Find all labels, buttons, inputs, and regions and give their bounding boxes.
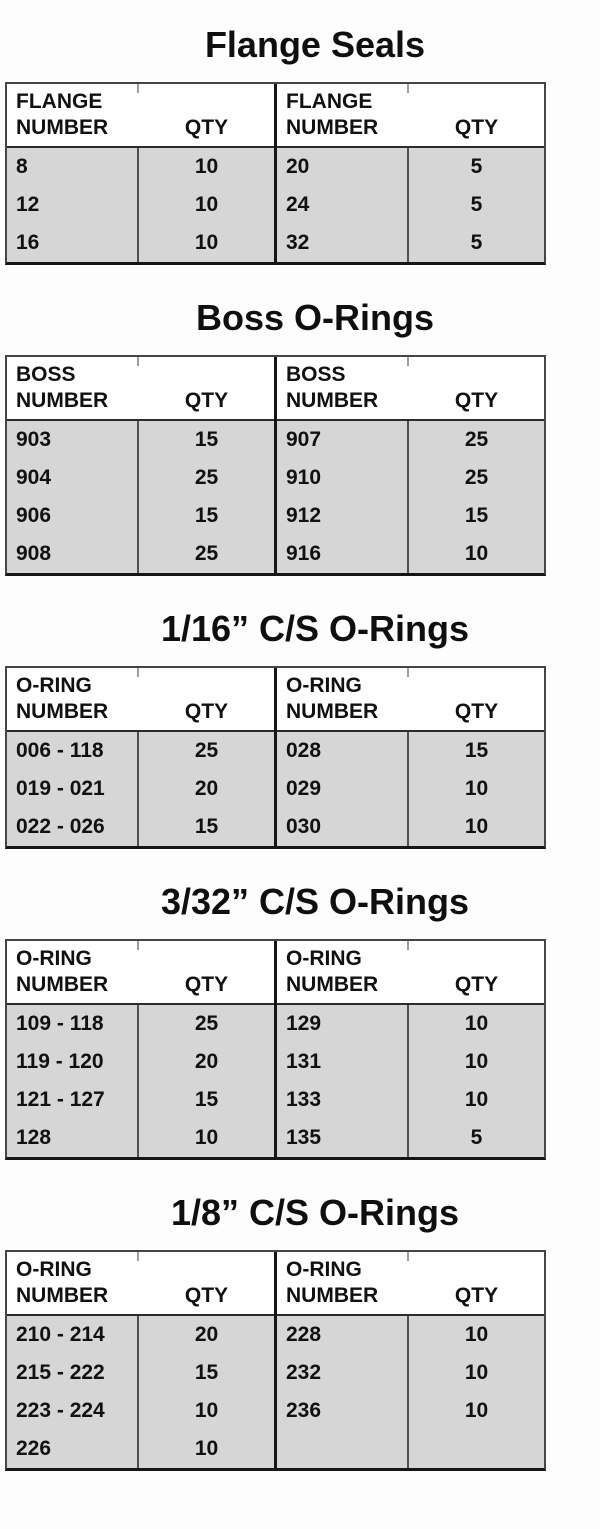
table-body (7, 148, 274, 262)
qty-cell: 15 (194, 1088, 219, 1111)
number-cell: 12 (7, 186, 139, 224)
table-row (7, 1081, 274, 1119)
table-body (277, 1005, 544, 1157)
header-qty-label: QTY (184, 389, 229, 412)
table-row (7, 1392, 274, 1430)
table-half-right (277, 357, 544, 573)
number-cell: 916 (277, 535, 409, 573)
table-row (7, 1430, 274, 1468)
qty-cell: 10 (464, 1361, 489, 1384)
qty-cell: 15 (464, 504, 489, 527)
number-cell: 121 - 127 (7, 1081, 139, 1119)
table-row (7, 1316, 274, 1354)
table-row (277, 1316, 544, 1354)
number-cell: 236 (277, 1392, 409, 1430)
header-number-label: BOSS NUMBER (286, 363, 379, 412)
qty-cell: 25 (194, 466, 219, 489)
qty-cell: 20 (194, 777, 219, 800)
header-qty-label: QTY (184, 700, 229, 723)
qty-cell: 10 (464, 777, 489, 800)
table-row (7, 421, 274, 459)
qty-cell (409, 1430, 544, 1468)
qty-cell: 10 (464, 1050, 489, 1073)
header-qty-label: QTY (454, 1284, 499, 1307)
table-row (277, 1081, 544, 1119)
table-body (277, 1316, 544, 1468)
number-cell: 109 - 118 (7, 1005, 139, 1043)
header-number-label: FLANGE NUMBER (286, 90, 379, 139)
table-half-right (277, 84, 544, 262)
section-flange-seals (0, 26, 600, 265)
table-body (277, 421, 544, 573)
cs-1-16-o-rings-table (5, 666, 546, 849)
number-cell: 903 (7, 421, 139, 459)
number-cell: 215 - 222 (7, 1354, 139, 1392)
qty-cell: 10 (194, 1437, 219, 1460)
header-qty-label: QTY (184, 1284, 229, 1307)
table-body (7, 421, 274, 573)
qty-cell: 5 (470, 155, 483, 178)
table-row (277, 186, 544, 224)
header-column-divider-stub (137, 1252, 139, 1261)
number-cell: 907 (277, 421, 409, 459)
table-header (277, 1252, 544, 1316)
table-row (7, 459, 274, 497)
table-row (7, 1043, 274, 1081)
number-cell: 32 (277, 224, 409, 262)
header-column-divider-stub (407, 84, 409, 93)
number-cell: 029 (277, 770, 409, 808)
table-row (7, 497, 274, 535)
header-number-label: O-RING NUMBER (286, 674, 379, 723)
table-header (7, 668, 274, 732)
table-row (7, 186, 274, 224)
table-header (277, 941, 544, 1005)
qty-cell: 5 (470, 1126, 483, 1149)
table-row (277, 1119, 544, 1157)
header-qty-label: QTY (184, 973, 229, 996)
table-header (277, 357, 544, 421)
qty-cell: 10 (194, 155, 219, 178)
header-number-label: FLANGE NUMBER (16, 90, 109, 139)
qty-cell: 5 (470, 193, 483, 216)
number-cell: 910 (277, 459, 409, 497)
header-column-divider-stub (407, 357, 409, 366)
table-title: 1/16” C/S O-Rings (160, 608, 470, 649)
qty-cell: 25 (194, 1012, 219, 1035)
header-column-divider-stub (137, 668, 139, 677)
qty-cell: 10 (194, 1126, 219, 1149)
table-row (7, 1354, 274, 1392)
number-cell: 226 (7, 1430, 139, 1468)
header-qty-label: QTY (184, 116, 229, 139)
table-half-left (7, 941, 277, 1157)
section-1-8-cs-o-rings (0, 1194, 600, 1471)
section-boss-o-rings (0, 299, 600, 576)
number-cell: 030 (277, 808, 409, 846)
qty-cell: 20 (194, 1323, 219, 1346)
qty-cell: 10 (464, 1399, 489, 1422)
qty-cell: 10 (464, 815, 489, 838)
number-cell: 232 (277, 1354, 409, 1392)
table-row (7, 224, 274, 262)
table-half-left (7, 668, 277, 846)
number-cell: 129 (277, 1005, 409, 1043)
table-half-left (7, 357, 277, 573)
header-number-label: O-RING NUMBER (286, 947, 379, 996)
table-row (277, 770, 544, 808)
qty-cell: 15 (194, 1361, 219, 1384)
number-cell: 022 - 026 (7, 808, 139, 846)
table-half-left (7, 1252, 277, 1468)
number-cell: 16 (7, 224, 139, 262)
table-row (277, 1043, 544, 1081)
number-cell: 028 (277, 732, 409, 770)
table-half-right (277, 1252, 544, 1468)
table-row (277, 808, 544, 846)
header-column-divider-stub (407, 1252, 409, 1261)
table-row (277, 1354, 544, 1392)
table-row (7, 148, 274, 186)
header-column-divider-stub (137, 357, 139, 366)
header-qty-label: QTY (454, 116, 499, 139)
table-row (277, 1392, 544, 1430)
table-row (7, 1005, 274, 1043)
number-cell: 8 (7, 148, 139, 186)
table-row (277, 148, 544, 186)
qty-cell: 10 (464, 1323, 489, 1346)
table-header (7, 1252, 274, 1316)
table-row (277, 1005, 544, 1043)
qty-cell: 10 (194, 1399, 219, 1422)
table-row (7, 732, 274, 770)
number-cell: 24 (277, 186, 409, 224)
qty-cell: 25 (194, 542, 219, 565)
table-row (7, 1119, 274, 1157)
table-body (7, 1316, 274, 1468)
section-3-32-cs-o-rings (0, 883, 600, 1160)
table-row (277, 421, 544, 459)
qty-cell: 25 (194, 739, 219, 762)
number-cell: 210 - 214 (7, 1316, 139, 1354)
header-qty-label: QTY (454, 973, 499, 996)
number-cell: 128 (7, 1119, 139, 1157)
table-title: 1/8” C/S O-Rings (170, 1192, 460, 1233)
table-half-right (277, 668, 544, 846)
table-row (7, 770, 274, 808)
number-cell: 20 (277, 148, 409, 186)
number-cell: 228 (277, 1316, 409, 1354)
qty-cell: 10 (464, 1088, 489, 1111)
header-column-divider-stub (137, 941, 139, 950)
table-body (7, 1005, 274, 1157)
qty-cell: 15 (194, 504, 219, 527)
table-half-right (277, 941, 544, 1157)
header-column-divider-stub (137, 84, 139, 93)
table-title: Boss O-Rings (195, 297, 435, 338)
number-cell: 119 - 120 (7, 1043, 139, 1081)
table-row (277, 224, 544, 262)
table-row (7, 535, 274, 573)
header-number-label: O-RING NUMBER (16, 1258, 109, 1307)
number-cell: 904 (7, 459, 139, 497)
header-qty-label: QTY (454, 700, 499, 723)
header-qty-label: QTY (454, 389, 499, 412)
table-row (277, 497, 544, 535)
table-header (277, 668, 544, 732)
cs-1-8-o-rings-table (5, 1250, 546, 1471)
table-title: 3/32” C/S O-Rings (160, 881, 470, 922)
qty-cell: 15 (464, 739, 489, 762)
table-header (7, 84, 274, 148)
table-header (7, 357, 274, 421)
header-number-label: O-RING NUMBER (16, 947, 109, 996)
qty-cell: 10 (464, 1012, 489, 1035)
header-column-divider-stub (407, 668, 409, 677)
table-header (277, 84, 544, 148)
number-cell: 006 - 118 (7, 732, 139, 770)
table-row (277, 732, 544, 770)
number-cell: 019 - 021 (7, 770, 139, 808)
header-number-label: BOSS NUMBER (16, 363, 109, 412)
header-number-label: O-RING NUMBER (286, 1258, 379, 1307)
qty-cell: 10 (464, 542, 489, 565)
qty-cell: 15 (194, 428, 219, 451)
table-row (277, 535, 544, 573)
qty-cell: 25 (464, 428, 489, 451)
table-title: Flange Seals (204, 24, 426, 65)
number-cell: 135 (277, 1119, 409, 1157)
qty-cell: 20 (194, 1050, 219, 1073)
number-cell: 133 (277, 1081, 409, 1119)
number-cell: 908 (7, 535, 139, 573)
header-number-label: O-RING NUMBER (16, 674, 109, 723)
table-half-left (7, 84, 277, 262)
number-cell (277, 1430, 409, 1468)
qty-cell: 25 (464, 466, 489, 489)
table-header (7, 941, 274, 1005)
cs-3-32-o-rings-table (5, 939, 546, 1160)
number-cell: 223 - 224 (7, 1392, 139, 1430)
table-body (277, 732, 544, 846)
header-column-divider-stub (407, 941, 409, 950)
flange-seals-table (5, 82, 546, 265)
table-row (277, 459, 544, 497)
table-row empty-row (277, 1430, 544, 1468)
table-row (7, 808, 274, 846)
table-body (277, 148, 544, 262)
qty-cell: 10 (194, 231, 219, 254)
qty-cell: 10 (194, 193, 219, 216)
table-body (7, 732, 274, 846)
section-1-16-cs-o-rings (0, 610, 600, 849)
number-cell: 906 (7, 497, 139, 535)
qty-cell: 5 (470, 231, 483, 254)
number-cell: 912 (277, 497, 409, 535)
qty-cell: 15 (194, 815, 219, 838)
number-cell: 131 (277, 1043, 409, 1081)
boss-o-rings-table (5, 355, 546, 576)
